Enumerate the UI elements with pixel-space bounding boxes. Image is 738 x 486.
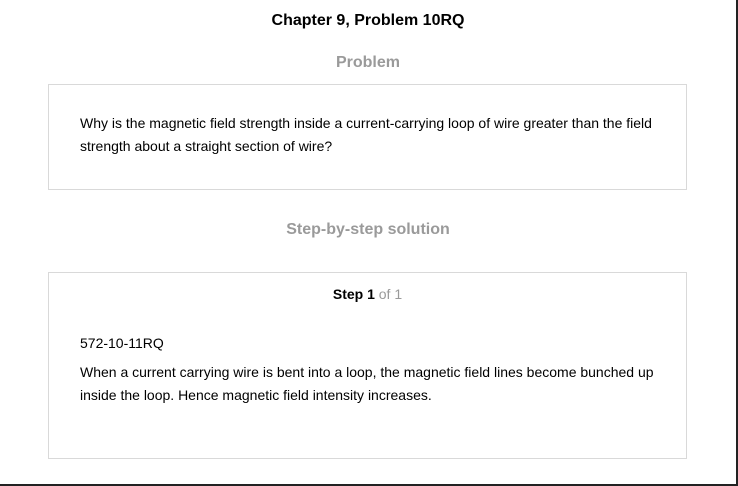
- step-total: of 1: [374, 286, 403, 302]
- solution-text: When a current carrying wire is bent into a loop, the magnetic field lines become bunched up inside the loop. Hence magnetic field intensity increases.: [80, 364, 654, 403]
- solution-card: [48, 272, 687, 459]
- problem-card: [48, 84, 687, 190]
- step-indicator: [49, 286, 686, 302]
- problem-heading: Problem: [335, 54, 400, 71]
- page-title: Chapter 9, Problem 10RQ: [271, 12, 465, 29]
- problem-text: Why is the magnetic field strength inside a current-carrying loop of wire greater than the field strength about a straight section of wire?: [80, 115, 652, 154]
- step-number: Step 1: [332, 286, 375, 302]
- solution-code: 572-10-11RQ: [80, 335, 164, 351]
- solution-heading: Step-by-step solution: [286, 221, 450, 238]
